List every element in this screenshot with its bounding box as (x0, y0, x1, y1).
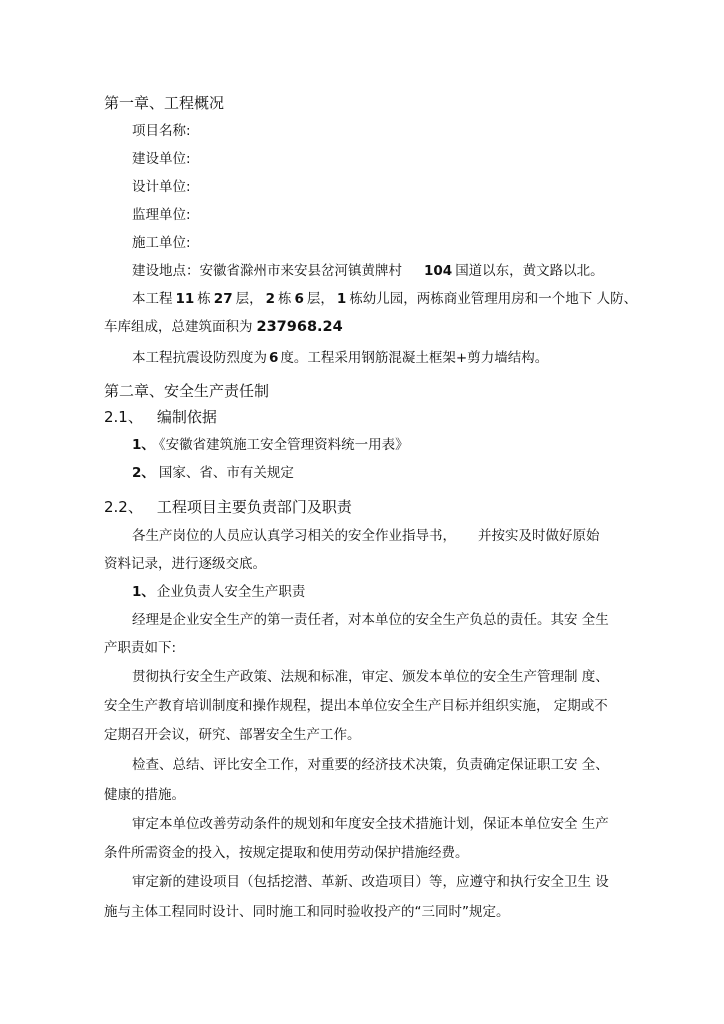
paragraph-line: 安全生产教育培训制度和操作规程，提出本单位安全生产目标并组织实施， 定期或不 (104, 698, 608, 714)
paragraph-line: 定期召开会议，研究、部署安全生产工作。 (104, 727, 361, 743)
basis-item-2 (132, 464, 294, 482)
paragraph-line: 施与主体工程同时设计、同时施工和同时验收投产的“三同时”规定。 (104, 904, 510, 920)
paragraph-line: 审定本单位改善劳动条件的规划和年度安全技术措施计划，保证本单位安全 生产 (132, 816, 609, 832)
basis-item-1 (132, 436, 409, 454)
paragraph-line: 产职责如下: (104, 640, 177, 656)
chapter-1-title: 第一章、工程概况 (104, 94, 225, 112)
scope-text-5: 层， (306, 291, 334, 307)
section-2-1-heading (104, 407, 217, 427)
scope-area-value: 237968.24 (256, 319, 343, 335)
builder-label: 建设单位: (132, 151, 191, 167)
scope-text-1: 本工程 (132, 291, 173, 307)
item-1-heading (132, 583, 305, 601)
seismic-line (132, 349, 548, 367)
basis-item-1-text: 《安徽省建筑施工安全管理资料统一用表》 (158, 437, 409, 453)
contractor-label: 施工单位: (132, 235, 191, 251)
basis-item-2-text: 国家、省、市有关规定 (158, 465, 294, 481)
paragraph-line: 审定新的建设项目（包括挖潜、革新、改造项目）等，应遵守和执行安全卫生 设 (132, 874, 609, 890)
paragraph-line: 条件所需资金的投入，按规定提取和使用劳动保护措施经费。 (104, 845, 469, 861)
section-2-2-title: 工程项目主要负责部门及职责 (156, 498, 352, 516)
scope-text-3: 层， (235, 291, 263, 307)
intro-line-1 (132, 527, 600, 545)
paragraph-line: 贯彻执行安全生产政策、法规和标准，审定、颁发本单位的安全生产管理制 度、 (132, 669, 609, 685)
intro-line-2: 资料记录，进行逐级交底。 (104, 556, 266, 572)
scope-line-2 (104, 318, 343, 336)
supervisor-label: 监理单位: (132, 207, 191, 223)
intro-line-1-text-b: 并按实及时做好原始 (478, 528, 600, 544)
paragraph-line: 检查、总结、评比安全工作，对重要的经济技术决策，负责确定保证职工安 全、 (132, 757, 609, 773)
location-label: 建设地点： (132, 263, 200, 279)
scope-number-2: 27 (213, 291, 233, 307)
seismic-number: 6 (269, 350, 279, 366)
scope-number-1: 11 (175, 291, 195, 307)
scope-area-label: 车库组成，总建筑面积为 (104, 319, 253, 335)
seismic-text-1: 本工程抗震设防烈度为 (132, 350, 267, 366)
location-road-number: 104 (424, 263, 453, 279)
project-name-label: 项目名称: (132, 123, 191, 139)
seismic-text-2: 度。工程采用钢筋混凝土框架+剪力墙结构。 (280, 350, 549, 366)
scope-number-3: 2 (265, 291, 275, 307)
designer-label: 设计单位: (132, 179, 191, 195)
scope-text-6: 栋幼儿园，两栋商业管理用房和一个地下 人防、 (349, 291, 638, 307)
scope-text-2: 栋 (197, 291, 211, 307)
location-line (132, 262, 604, 280)
scope-number-4: 6 (294, 291, 304, 307)
section-2-2-heading (104, 497, 352, 517)
scope-line-1 (132, 290, 637, 308)
basis-item-2-number: 2、 (132, 465, 155, 481)
scope-number-5: 1 (336, 291, 347, 307)
paragraph-line: 经理是企业安全生产的第一责任者，对本单位的安全生产负总的责任。其安 全生 (132, 612, 609, 628)
scope-text-4: 栋 (278, 291, 292, 307)
item-1-number: 1、 (132, 584, 155, 600)
intro-line-1-text: 各生产岗位的人员应认真学习相关的安全作业指导书， (132, 528, 456, 544)
basis-item-1-number: 1、 (132, 437, 155, 453)
location-road-rest: 国道以东，黄文路以北。 (455, 263, 604, 279)
item-1-text: 企业负责人安全生产职责 (156, 584, 306, 600)
location-value: 安徽省滁州市来安县岔河镇黄牌村 (199, 263, 402, 279)
paragraph-line: 健康的措施。 (104, 787, 185, 803)
chapter-2-title: 第二章、安全生产责任制 (104, 382, 270, 400)
section-2-2-number: 2.2、 (104, 498, 143, 516)
section-2-1-number: 2.1、 (104, 408, 143, 426)
section-2-1-title: 编制依据 (156, 408, 217, 426)
